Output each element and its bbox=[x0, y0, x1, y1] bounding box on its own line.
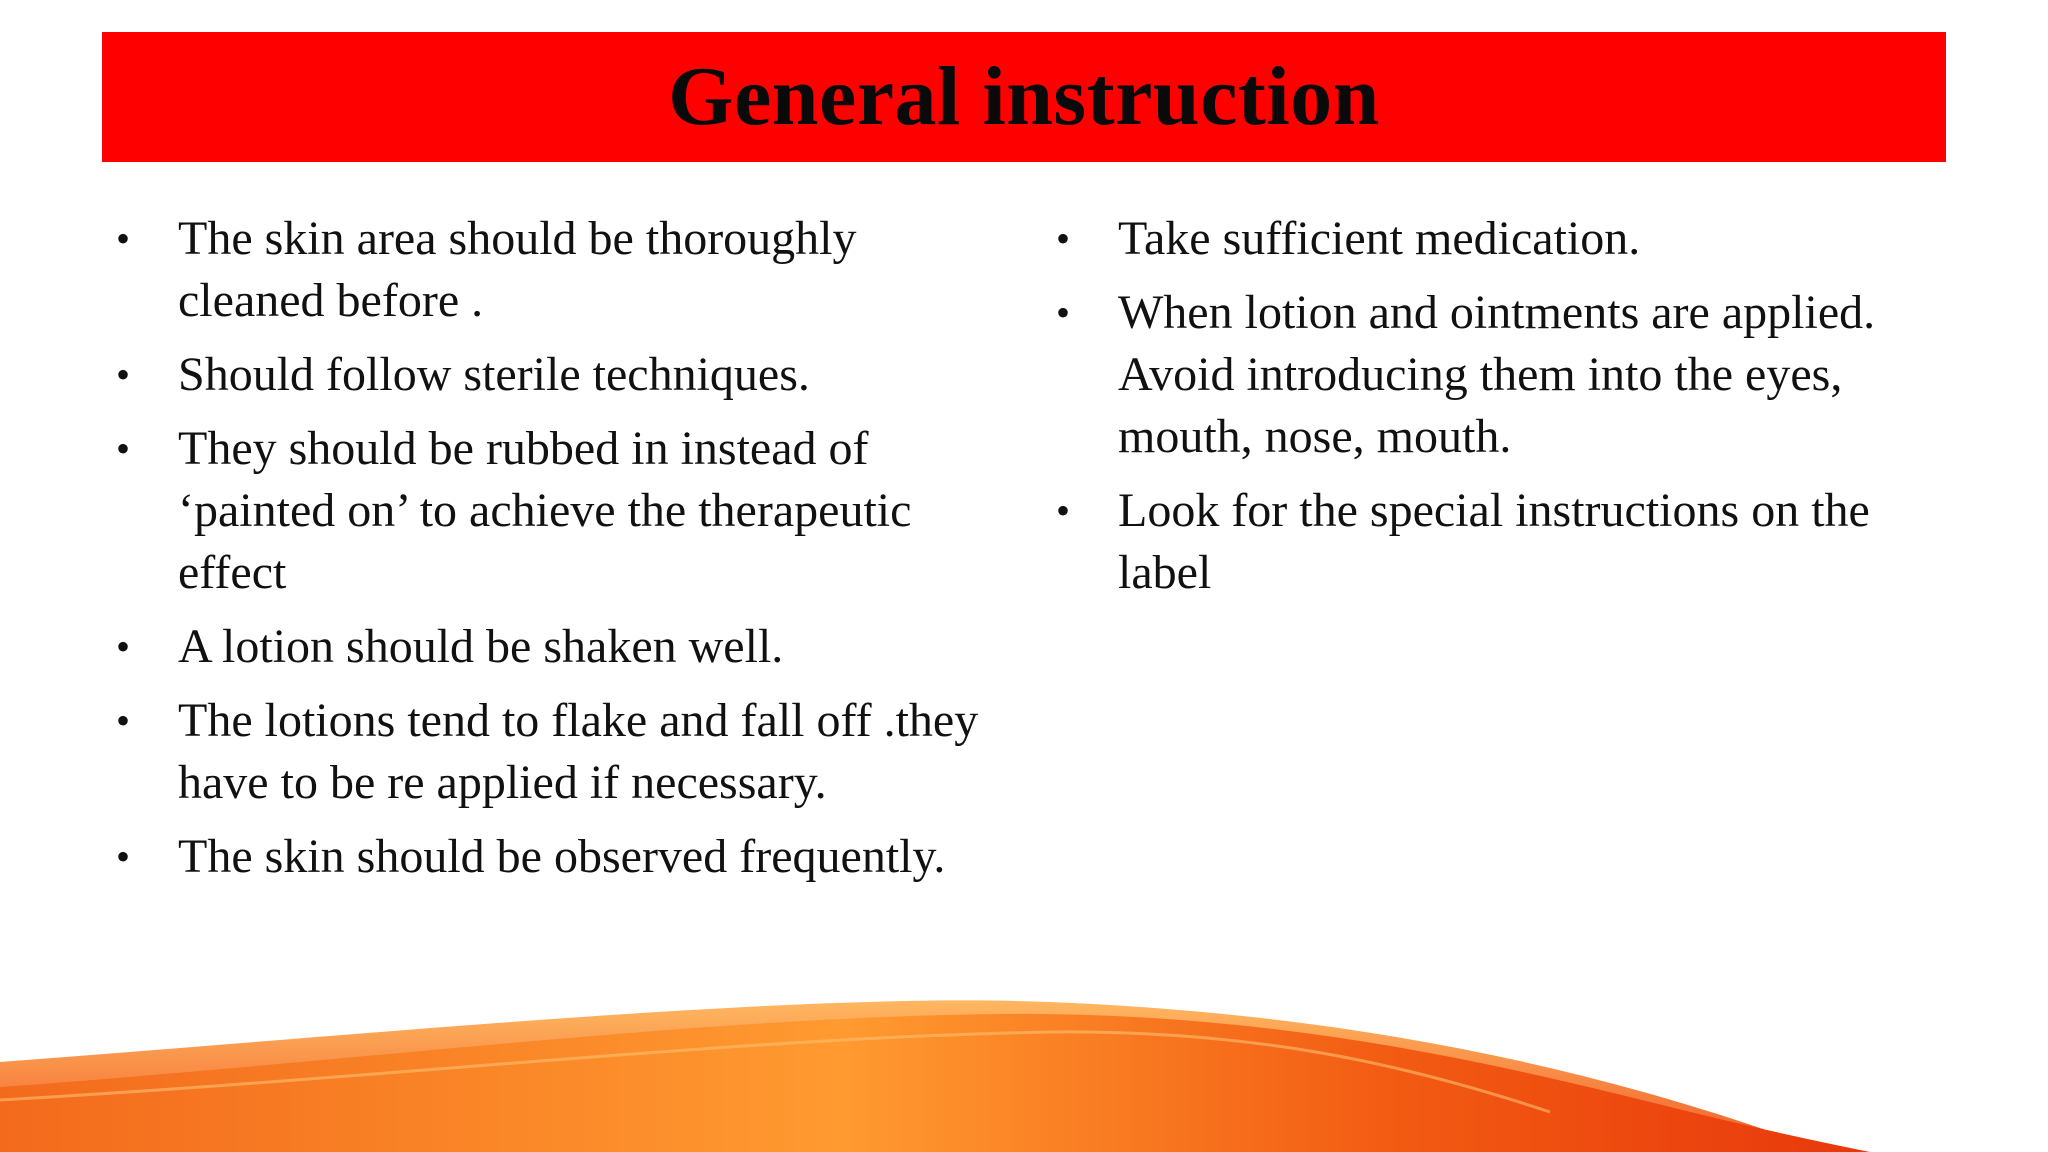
list-item-text: The lotions tend to flake and fall off .they have to be re applied if necessary. bbox=[178, 694, 979, 809]
bullet-icon: • bbox=[116, 834, 131, 879]
list-item-text: Look for the special instructions on the label bbox=[1118, 484, 1870, 599]
list-item-text: Should follow sterile techniques. bbox=[178, 348, 810, 401]
list-item bbox=[112, 826, 1012, 888]
bullet-icon: • bbox=[116, 352, 131, 397]
title-banner bbox=[102, 32, 1946, 162]
list-item-text: They should be rubbed in instead of ‘painted on’ to achieve the therapeutic effect bbox=[178, 422, 912, 599]
list-item-text: A lotion should be shaken well. bbox=[178, 620, 784, 673]
right-bullet-list bbox=[1052, 208, 1952, 616]
bullet-icon: • bbox=[1056, 216, 1071, 261]
list-item bbox=[112, 344, 1012, 406]
list-item bbox=[1052, 208, 1952, 270]
list-item bbox=[1052, 480, 1952, 604]
bullet-icon: • bbox=[1056, 290, 1071, 335]
list-item-text: The skin area should be thoroughly cleaned before . bbox=[178, 212, 857, 327]
list-item bbox=[1052, 282, 1952, 468]
left-bullet-list bbox=[112, 208, 1012, 900]
list-item-text: Take sufficient medication. bbox=[1118, 212, 1641, 265]
list-item bbox=[112, 690, 1012, 814]
bullet-icon: • bbox=[116, 216, 131, 261]
bullet-icon: • bbox=[116, 426, 131, 471]
bullet-icon: • bbox=[116, 624, 131, 669]
decorative-wave bbox=[0, 992, 2048, 1152]
slide-title: General instruction bbox=[668, 50, 1380, 143]
list-item bbox=[112, 208, 1012, 332]
list-item-text: The skin should be observed frequently. bbox=[178, 830, 946, 883]
bullet-icon: • bbox=[116, 698, 131, 743]
list-item-text: When lotion and ointments are applied. Avoid introducing them into the eyes, mouth, nose, mouth. bbox=[1118, 286, 1876, 463]
list-item bbox=[112, 616, 1012, 678]
bullet-icon: • bbox=[1056, 488, 1071, 533]
list-item bbox=[112, 418, 1012, 604]
